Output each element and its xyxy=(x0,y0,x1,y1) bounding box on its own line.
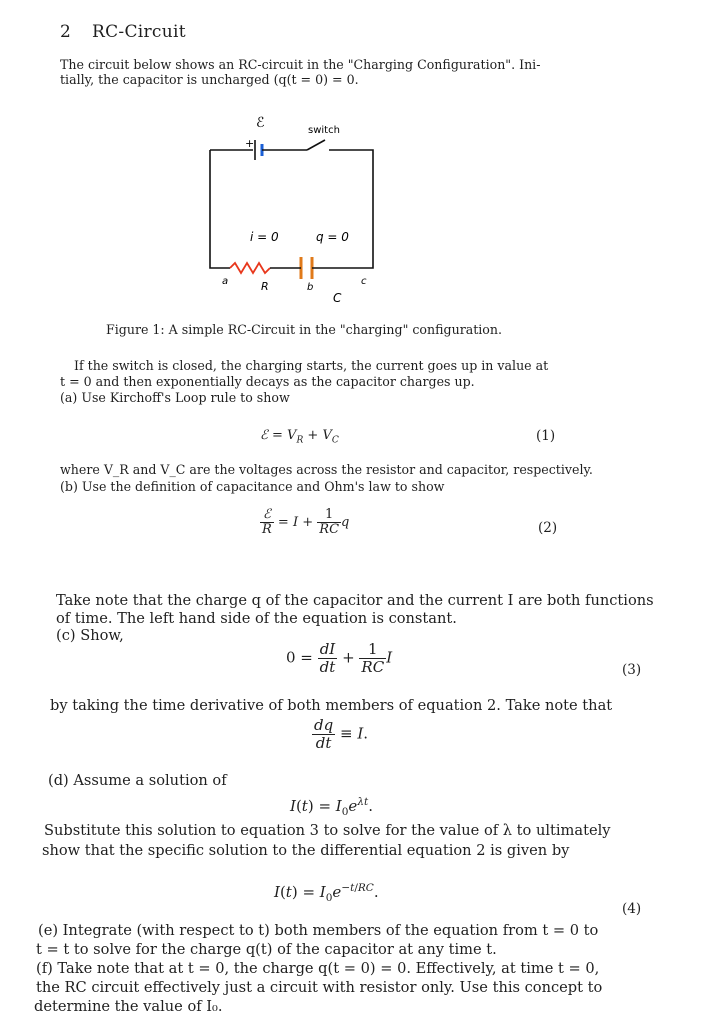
para3-line-2: of time. The left hand side of the equation is constant. xyxy=(56,610,457,627)
emf-label: ℰ xyxy=(256,115,265,131)
intro-line-1: The circuit below shows an RC-circuit in the "Charging Configuration". Ini- xyxy=(60,57,541,72)
section-title: RC-Circuit xyxy=(92,22,186,42)
para5-line-1: (d) Assume a solution of xyxy=(48,772,227,789)
resistor-label: R xyxy=(261,280,269,293)
para1-line-2: t = 0 and then exponentially decays as the capacitor charges up. xyxy=(60,374,475,389)
wire-left xyxy=(210,150,230,268)
para4-line-1: by taking the time derivative of both members of equation 2. Take note that xyxy=(50,697,613,714)
figure-caption: Figure 1: A simple RC-Circuit in the "charging" configuration. xyxy=(106,322,503,337)
battery-plus-label: + xyxy=(245,137,255,150)
equation-1-number: (1) xyxy=(536,428,556,444)
para1-line-1: If the switch is closed, the charging starts, the current goes up in value at xyxy=(74,358,549,373)
para7-line-4: the RC circuit effectively just a circuit with resistor only. Use this concept to xyxy=(36,979,603,996)
equation-trial-solution: $I(t) = I_0e^{\lambda t}$. xyxy=(290,796,373,818)
node-b-label: b xyxy=(307,282,314,293)
equation-4-number: (4) xyxy=(622,901,642,917)
equation-2: $\frac{\text{ℰ}}{R}$ = I + $\frac{1}{RC}$ q xyxy=(262,507,350,537)
equation-4: $I(t) = I_0e^{-t/RC}$. xyxy=(274,882,379,904)
equation-1: ℰ = $V_R + V_C$ xyxy=(260,428,339,446)
node-a-label: a xyxy=(222,276,229,287)
wire-right xyxy=(329,150,373,268)
rc-circuit-diagram xyxy=(195,110,395,310)
equation-dq-dt: $\frac{dq}{dt}$ ≡ I. xyxy=(314,716,369,752)
para6-line-1: Substitute this solution to equation 3 to solve for the value of λ to ultimately xyxy=(44,822,611,839)
current-label: i = 0 xyxy=(250,230,279,244)
resistor-symbol xyxy=(230,263,270,273)
node-c-label: c xyxy=(361,276,367,287)
para2-line-2: (b) Use the definition of capacitance and Ohm's law to show xyxy=(60,479,445,494)
para3-line-3: (c) Show, xyxy=(56,627,124,644)
para1-line-3: (a) Use Kirchoff's Loop rule to show xyxy=(60,390,290,405)
capacitor-label: C xyxy=(333,291,342,305)
intro-line-2: tially, the capacitor is uncharged (q(t = 0) = 0. xyxy=(60,72,359,87)
charge-label: q = 0 xyxy=(316,230,349,244)
switch-arm xyxy=(307,140,325,150)
equation-3-number: (3) xyxy=(622,662,642,678)
para7-line-2: t = t to solve for the charge q(t) of the capacitor at any time t. xyxy=(36,941,497,958)
para7-line-5: determine the value of I₀. xyxy=(34,998,223,1015)
switch-label: switch xyxy=(308,125,340,136)
para3-line-1: Take note that the charge q of the capacitor and the current I are both functions xyxy=(56,592,654,609)
section-number: 2 xyxy=(60,22,72,42)
para7-line-3: (f) Take note that at t = 0, the charge q(t = 0) = 0. Effectively, at time t = 0, xyxy=(36,960,600,977)
equation-2-number: (2) xyxy=(538,520,558,536)
para6-line-2: show that the specific solution to the differential equation 2 is given by xyxy=(42,842,570,859)
para2-line-1: where V_R and V_C are the voltages across the resistor and capacitor, respectively. xyxy=(60,462,593,477)
equation-3: 0 = $\frac{dI}{dt}$ + $\frac{1}{RC}$ I xyxy=(286,640,393,676)
para7-line-1: (e) Integrate (with respect to t) both members of the equation from t = 0 to xyxy=(38,922,599,939)
